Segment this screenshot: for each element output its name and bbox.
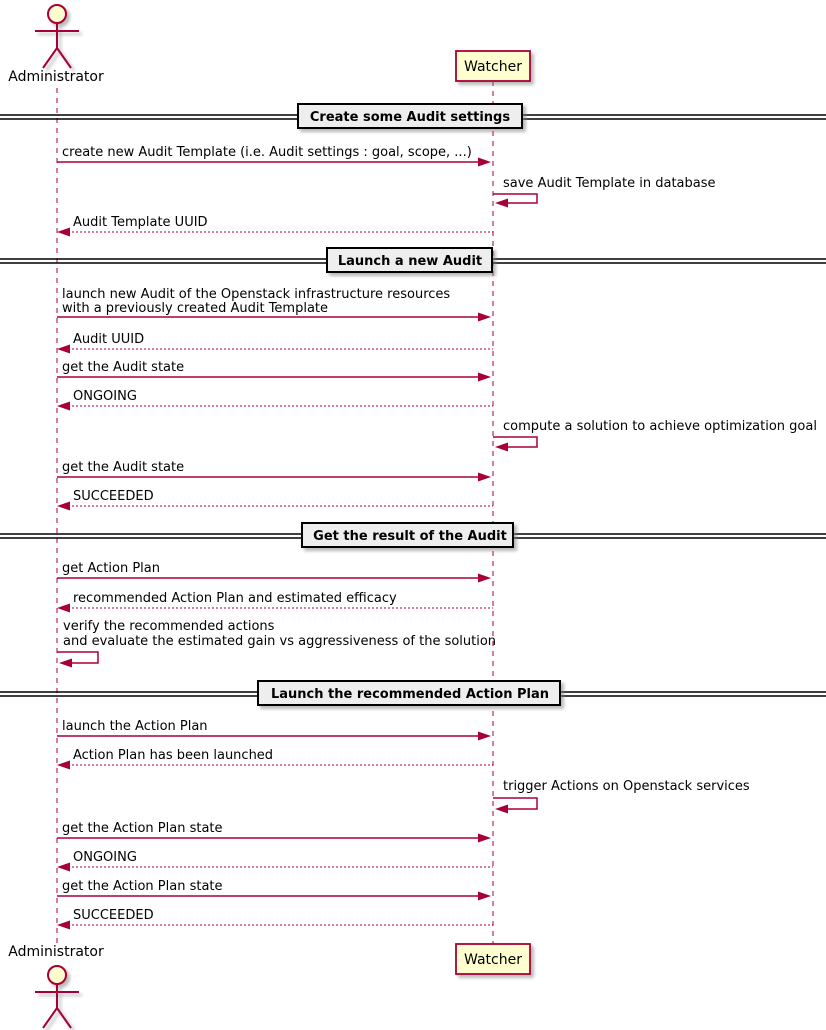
message-label: ONGOING bbox=[73, 389, 137, 404]
arrowhead-right bbox=[478, 892, 491, 901]
message-label: recommended Action Plan and estimated efficacy bbox=[73, 591, 397, 606]
divider-get-audit-result bbox=[0, 523, 826, 547]
divider-label: Get the result of the Audit bbox=[313, 529, 507, 544]
actor-leg-left bbox=[43, 48, 57, 68]
self-message-verify-actions bbox=[57, 619, 496, 668]
actor-administrator-top bbox=[8, 5, 104, 85]
actor-figure-icon bbox=[35, 5, 79, 68]
actor-leg-right bbox=[57, 48, 71, 68]
message-get-action-plan-state-1 bbox=[57, 821, 491, 843]
self-loop bbox=[493, 798, 537, 809]
arrowhead-right bbox=[478, 313, 491, 322]
message-label: SUCCEEDED bbox=[73, 489, 154, 504]
message-label: compute a solution to achieve optimization goal bbox=[503, 419, 817, 434]
message-audit-uuid bbox=[57, 332, 493, 354]
actor-leg-left bbox=[43, 1008, 57, 1028]
arrowhead-left bbox=[495, 443, 508, 452]
message-launch-action-plan bbox=[57, 719, 491, 741]
divider-create-audit-settings bbox=[0, 104, 826, 128]
message-label: trigger Actions on Openstack services bbox=[503, 779, 750, 794]
self-message-save-audit-template bbox=[493, 176, 716, 208]
message-label-line2: with a previously created Audit Template bbox=[62, 301, 329, 316]
arrowhead-right bbox=[478, 574, 491, 583]
message-get-audit-state-2 bbox=[57, 460, 491, 482]
arrowhead-right bbox=[478, 158, 491, 167]
message-label: get the Action Plan state bbox=[62, 821, 223, 836]
message-label: Action Plan has been launched bbox=[73, 748, 274, 763]
message-label: ONGOING bbox=[73, 850, 137, 865]
arrowhead-right bbox=[478, 732, 491, 741]
message-recommended-action-plan bbox=[57, 591, 493, 613]
arrowhead-right bbox=[478, 373, 491, 382]
message-label-line1: launch new Audit of the Openstack infrastructure resources bbox=[62, 287, 451, 302]
message-label: get the Audit state bbox=[62, 460, 185, 475]
self-loop bbox=[57, 652, 98, 663]
arrowhead-left bbox=[57, 761, 70, 770]
message-action-plan-launched bbox=[57, 748, 493, 770]
arrowhead-right bbox=[478, 834, 491, 843]
message-audit-template-uuid bbox=[57, 215, 493, 237]
message-audit-succeeded bbox=[57, 489, 493, 511]
actor-label: Administrator bbox=[8, 944, 104, 960]
actor-head bbox=[48, 966, 66, 984]
divider-label: Create some Audit settings bbox=[309, 110, 511, 125]
participant-label: Watcher bbox=[464, 952, 522, 968]
message-get-action-plan bbox=[57, 561, 491, 583]
message-label: launch the Action Plan bbox=[62, 719, 208, 734]
actor-figure-icon bbox=[35, 966, 79, 1028]
message-label: Audit Template UUID bbox=[73, 215, 208, 230]
arrowhead-left bbox=[57, 502, 70, 511]
actor-leg-right bbox=[57, 1008, 71, 1028]
message-label: get the Action Plan state bbox=[62, 879, 223, 894]
message-label-line1: verify the recommended actions bbox=[63, 619, 275, 634]
arrowhead-left bbox=[57, 402, 70, 411]
arrowhead-left bbox=[57, 863, 70, 872]
actor-administrator-bottom bbox=[8, 944, 104, 1028]
message-action-plan-succeeded bbox=[57, 908, 493, 930]
message-label-line2: and evaluate the estimated gain vs aggressiveness of the solution bbox=[63, 634, 497, 649]
message-label: Audit UUID bbox=[73, 332, 145, 347]
participant-watcher-top bbox=[456, 51, 530, 81]
divider-launch-action-plan bbox=[0, 681, 826, 705]
self-message-trigger-actions bbox=[493, 779, 750, 814]
self-message-compute-solution bbox=[493, 419, 817, 452]
divider-label: Launch the recommended Action Plan bbox=[270, 687, 550, 702]
arrowhead-left bbox=[57, 921, 70, 930]
participant-label: Watcher bbox=[464, 59, 522, 75]
arrowhead-right bbox=[478, 473, 491, 482]
message-label: SUCCEEDED bbox=[73, 908, 154, 923]
message-launch-new-audit bbox=[57, 287, 491, 322]
arrowhead-left bbox=[57, 604, 70, 613]
participant-watcher-bottom bbox=[456, 944, 530, 974]
divider-launch-new-audit bbox=[0, 248, 826, 272]
divider-label: Launch a new Audit bbox=[337, 254, 483, 269]
actor-label: Administrator bbox=[8, 69, 104, 85]
arrowhead-left bbox=[59, 659, 72, 668]
arrowhead-left bbox=[495, 805, 508, 814]
arrowhead-left bbox=[57, 345, 70, 354]
message-get-action-plan-state-2 bbox=[57, 879, 491, 901]
message-label: get Action Plan bbox=[62, 561, 160, 576]
message-action-plan-ongoing bbox=[57, 850, 493, 872]
message-get-audit-state-1 bbox=[57, 360, 491, 382]
message-create-audit-template bbox=[57, 145, 491, 167]
message-label: create new Audit Template (i.e. Audit settings : goal, scope, ...) bbox=[62, 145, 472, 160]
actor-head bbox=[48, 5, 66, 23]
arrowhead-left bbox=[495, 199, 508, 208]
message-label: save Audit Template in database bbox=[503, 176, 716, 191]
message-label: get the Audit state bbox=[62, 360, 185, 375]
arrowhead-left bbox=[57, 228, 70, 237]
message-audit-ongoing bbox=[57, 389, 493, 411]
